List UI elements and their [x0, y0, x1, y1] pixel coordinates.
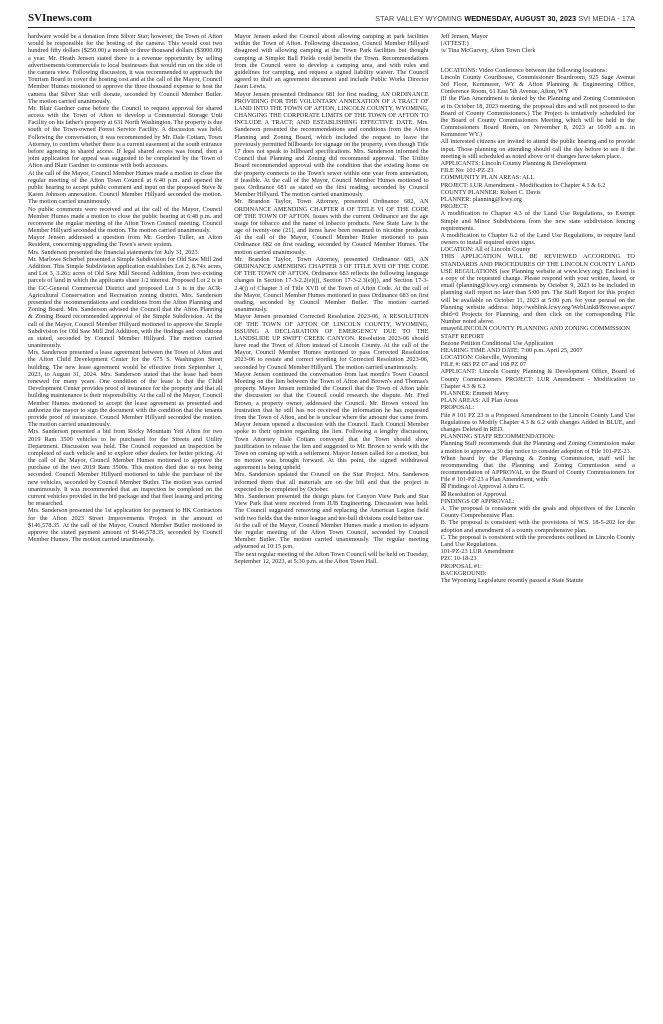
page-header	[28, 6, 635, 28]
paragraph: Mayor Jensen addressed a question from Mr. Gordon Tuller, an Afton Resident, concerning upgrading the Town's sewer system.	[28, 234, 223, 249]
paragraph: HEARING TIME AND DATE: 7:00 p.m. April 25, 2007	[440, 346, 583, 354]
paragraph: Mayor Jensen asked the Council about allowing camping at park facilities within the Town of Afton. Following discussion, Council Member Hillyard disagreed with allowing camping at the Town Park facilities but thought camping at Simplot Ball Fields could benefit the Town. Recommendations from the Council were to develop a camping area, and with rules and guidelines for camping, and request a signed liability waiver. The Council agreed to draft an agreement document and include Public Works Director Jason Lewis.	[234, 33, 429, 91]
paragraph: FILE #: 683 PZ 07 and 108 PZ 07	[440, 361, 527, 369]
paragraph: The Wyoming Legislature recently passed a State Statute	[440, 576, 584, 584]
paragraph: APPLICANTS: Lincoln County Planning & Development	[440, 160, 587, 167]
site-name: SVInews.com	[28, 12, 92, 24]
paragraph: Mr. Blair Gardner came before the Council to request approval for shared access with the Town of Afton to develop a Commercial Storage Unit Facility on his father's property at 631 North Washington. The property is due south of the Town-owned Forest Service Facility. A discussion was held. Following the conversation, it was recommended by Mr. Dale Cottam, Town Attorney, to confirm whether there is a current easement at the south entrance before agreeing to shared access. If legal shared access was found, then a joint application for appeal was suggested to be completed by the Town of Afton and Blair Gardner to continue with both accesses.	[28, 104, 223, 170]
paragraph: A modification to Chapter 4.3 of the Land Use Regulations, to Exempt Simple and Minor Subdivisions from the new state subdivision fencing requirements.	[440, 210, 635, 232]
paragraph: PZC 10-18-23	[440, 555, 477, 563]
paragraph: PLAN AREAS: All Plan Areas	[440, 397, 519, 405]
paragraph: 101-PZ-23 LUR Amendment	[440, 548, 514, 556]
header-info: STAR VALLEY WYOMING WEDNESDAY, AUGUST 30, 2023 SVI MEDIA - 17A	[375, 14, 635, 23]
paragraph: PROJECT: LUR Amendment - Modification to Chapter 4.3 & 6.2	[440, 181, 606, 189]
paragraph: (If the Plan Amendment is denied by the Planning and Zoning Commission at its October 18, 2023 meeting, the proposal dies and will not proceed to the Board of County Commissioners.) The Project is tentatively scheduled for the Board of County Commissioners Meeting, which will be held in the Commissioners Board Room, on November 8, 2023 at 10:00 a.m. in Kemmerer WY.)	[440, 95, 635, 139]
paragraph: Mrs. Sanderson presented a bid from Rocky Mountain Yeti Afton for two 2019 Ram 3500 vehicles to be purchased for the Streets and Utility Department. Discussion was held. The Council requested an inspection be completed of each vehicle and to explore other dealers for better pricing. At the call of the Mayor, Council Member Humes motioned to approve the purchase of the two 2019 Ram 3500s. This motion died due to not being seconded. Council Member Hillyard motioned to table the purchase of the new vehicles, seconded by Council Member Butler. The motion was carried unanimously. It was recommended that an inspection be completed on the current vehicles provided in the bid package and that fleet leasing and pricing be researched.	[28, 428, 223, 508]
paragraph: COMMUNITY PLAN AREAS: ALL	[440, 174, 535, 182]
paragraph: At the call of the Mayor, Council Member Humes made a motion to adjourn the regular meeting of the Afton Town Council, seconded by Council Member Butler. The motion carried unanimously. The regular meeting adjourned at 10:15 p.m.	[234, 521, 429, 551]
signature-block	[441, 33, 635, 55]
paragraph: BACKGROUND:	[440, 569, 487, 577]
article-columns	[28, 33, 635, 1018]
paragraph: Bezone Petition Conditional Use Application	[440, 339, 554, 347]
paragraph: Mr. Marlowe Scherbel presented a Simple Subdivision for Old Saw Mill 2nd Addition. This Simple Subdivision application establishes Lot 2, 8.74± acres, and Lot 3, 3.26± acres of Old Saw Mill Second Addition, from two existing parcels of land in which the applicants share 1/2 interest. Proposed Lot 2 is in the GC-General Commercial District and proposed Lot 3 is in the ACR-Agricultural Conservation and Recreation zoning district. Mrs. Sanderson presented the recommendations and conditions from the Afton Planning and Zoning Board. Mrs. Sanderson advised the Council that the Afton Planning & Zoning Board recommended approval of the Simple Subdivision. At the call of the Mayor, Council Member Hillyard motioned to approve the Simple Subdivision for Old Saw Mill 2nd Addition, with the findings and conditions as stated, seconded by Council Member Hillyard. The motion carried unanimously.	[28, 255, 223, 350]
paragraph: THIS APPLICATION WILL BE REVIEWED ACCORDING TO STANDARDS AND PROCEDURES OF THE LINCOLN COUNTY LAND USE REGULATIONS (see Planning website at www.lcwy.org). Enclosed is a copy of the requested change. Please respond with your written, faxed, or email (planning@lcwy.org) comments by October 9, 2023 to be included in planning staff report no later than 5:00 pm. The Staff Report for this project will be available on October 11, 2023 at 5:00 p.m. for your perusal on the Planning website address: http://weblink.lcwy.org/WebLink8/Browse.aspx?dbid=0 Projects for Planning, and then click on the corresponding File Number noted above.	[440, 253, 635, 326]
paragraph: ☒ Findings of Approval A thru C.	[440, 483, 526, 491]
paragraph: PROJECT:	[440, 203, 469, 211]
paragraph: hardware would be a donation from Silver Star; however, the Town of Afton would be responsible for the hosting of the camera. This would cost two hundred fifty dollars ($250.00) a month or three thousand dollars ($3000.00) a year. Mr. Heath Jensen stated there is a revenue opportunity by selling advertisements/commercials to local businesses that would run on the side of the camera view. Following discussion, it was recommended to approach the Tourism Board to cover the hosting cost and at the call of the Mayor, Council Member Humes motioned to approve the three thousand expense to host the camera that Silver Star will donate, seconded by Council Member Butler. The motion carried unanimously.	[28, 33, 223, 105]
section-name: SVI MEDIA	[578, 14, 616, 23]
paragraph: Mayor Jensen presented Corrected Resolution 2023-06, A RESOLUTION OF THE TOWN OF AFTON OF LINCOLN COUNTY, WYOMING, ISSUING A DECLARATION OF EMERGENCY DUE TO THE LANDSLIDE UP SWIFT CREEK CANYON. Resolution 2023-06 should have read the Town of Afton instead of Lincoln County. At the call of the Mayor, Council Member Humes motioned to pass Corrected Resolution 2023-06 to restate and correct wording for Corrected Resolution 2023-06, seconded by Council Member Hillyard. The motion carried unanimously.	[234, 313, 429, 371]
paragraph: Mayor Jensen presented Ordinance 681 for first reading, AN ORDINANCE PROVIDING FOR THE VOLUNTARY ANNEXATION OF A TRACT OF LAND INTO THE TOWN OF AFTON, LINCOLN COUNTY, WYOMING, CHANGING THE CORPORATE LIMITS OF THE TOWN OF AFTON TO INCLUDE A TRACT; AND ESTABLISHING EFFECTIVE DATE. Mrs. Sanderson presented the recommendations and conditions from the Afton Planning and Zoning Board, which included the request to leave the previously permitted billboards for signage on the property, even though Title 17 does not speak to billboard specifications. Mrs. Sanderson informed the Council that Planning and Zoning did recommend approval. The Utility Board recommended approval with the condition that the existing home on the property connects to the Town's sewer within one year from annexation, if feasible. At the call of the Mayor, Council Member Humes motioned to pass Ordinance 681 as stated on the first reading, seconded by Council Member Hillyard. The motion carried unanimously.	[234, 90, 429, 199]
paragraph: FILE No: 101-PZ-23	[440, 167, 494, 175]
paragraph: LOCATION: Cokeville, Wyoming	[440, 354, 528, 362]
paragraph: The next regular meeting of the Afton Town Council will be held on Tuesday, September 12, 2023, at 5:30 p.m. at the Afton Town Hall.	[234, 550, 429, 565]
paragraph: When heard by the Planning & Zoning Commission, staff will be recommending that the Planning and Zoning Commission send a recommendation of APPROVAL to the Board of County Commissioners for File # 101-PZ-23 a Plan Amendment, with:	[440, 454, 635, 484]
paragraph: PLANNER: planning@lcwy.org	[440, 195, 522, 203]
paper-name: STAR VALLEY WYOMING	[375, 14, 463, 23]
page-number: 17A	[621, 14, 635, 23]
paragraph: C. The proposal is consistent with the procedures outlined in Lincoln County Land Use Regulations.	[440, 533, 635, 548]
paragraph: (ATTEST:)	[440, 40, 469, 48]
paragraph: Mr. Brandon Taylor, Town Attorney, presented Ordinance 682, AN ORDINANCE AMENDING CHAPTER 8 OF TITLE VI OF THE CODE OF THE TOWN OF AFTON. Issues with the current Ordinance are the age usage for tobacco and the name of tobacco products. New State Law is the age of twenty-one (21), and items have been renamed to nicotine products. At the call of the Mayor, Council Member Butler motioned to pass Ordinance 682 on first reading, seconded by Council Member Humes. The motion carried unanimously.	[234, 198, 429, 256]
paragraph: Mrs. Sanderson presented a lease agreement between the Town of Afton and the Afton Child Development Center for the 675 S. Washington Street building. The new lease agreement would be effective from September 1, 2023, to August 31, 2024. Mrs. Sanderson stated that the lease had been renewed for many years. One condition of the lease is that the Child Development Center provides proof of insurance for the property and that all building maintenance is their responsibility. At the call of the Mayor, Council Member Humes motioned to accept the lease agreement as presented and authorize the mayor to sign the document with the condition that the tenants provide proof of insurance. Council Member Hillyard seconded the motion. The motion carried unanimously.	[28, 349, 223, 429]
paragraph: Mr. Brandon Taylor, Town Attorney, presented Ordinance 683, AN ORDINANCE AMENDING CHAPTER 3 OF TITLE XVII OF THE CODE OF THE TOWN OF AFTON. Ordinance 683 reflects the following language changes in Section 17-3-2.2(e)(j), Section 17-3-2.3(e)(j), and Section 17-3-2.4(j) of Chapter 3 of Title XVII of the Town of Afton Code. At the call of the Mayor, Council Member Humes motioned to pass Ordinance 683 on first reading, seconded by Council Member Butler. The motion carried unanimously.	[234, 255, 429, 314]
paragraph: LOCATION: All of Lincoln County	[440, 246, 531, 254]
paragraph: Mrs. Sanderson presented the financial statements for July 31, 2023.	[28, 248, 200, 256]
paragraph: Planning Staff recommends that the Planning and Zoning Commission make a motion to approve a 30 day notice to consider adoption of File 101-PZ-23.	[440, 440, 635, 455]
paragraph: Jeff Jensen, Mayor	[440, 33, 488, 40]
paragraph: Lincoln County Courthouse, Commissioner Boardroom, 925 Sage Avenue 3rd Floor, Kemmerer, WY & Afton Planning & Engineering Office, Conference Room, 61 East 5th Avenue, Afton, WY	[440, 73, 635, 96]
paragraph: All interested citizens are invited to attend the public hearing and to provide input. Those planning on attending should call the day before to see if the meeting is still scheduled as noted above or if changes have taken place.	[440, 138, 635, 160]
paragraph: STAFF REPORT	[440, 332, 485, 340]
paragraph: Mrs. Sanderson presented the design plans for Canyon View Park and Star View Park that were received from JUB Engineering. Discussion was held. The Council suggested removing and replacing the American Legion field with two fields that the minor league and tee-ball divisions could better use.	[234, 493, 429, 522]
paragraph: PROPOSAL #1:	[440, 562, 482, 570]
paragraph: A. The proposal is consistent with the goals and objectives of the Lincoln County Comprehensive Plan.	[440, 505, 635, 520]
column-2	[234, 33, 428, 1018]
paragraph: At the call of the Mayor, Council Member Humes made a motion to close the regular meeting of the Afton Town Council at 6:40 p.m. and opened the public hearing to accept public comment and input on the proposed Steve & Karen Johnson annexation. Council Member Hillyard seconded the motion. The motion carried unanimously.	[28, 169, 223, 206]
paragraph: LOCATIONS: Video Conference between the following locations:	[440, 66, 608, 74]
paragraph: Mrs. Sanderson updated the Council on the Star Project. Mrs. Sanderson informed them that all materials are on the hill and that the project is expected to be completed by October.	[234, 471, 429, 493]
paragraph: PLANNER: Emmett Mavy	[440, 390, 509, 397]
paragraph: Mrs. Sanderson presented the 1st application for payment to HK Contractors for the Afton 2023 Street Improvements Project in the amount of $146,578.35. At the call of the Mayor, Council Member Butler motioned to approve the stated payment amount of $146,578.35, seconded by Council Member Humes. The motion carried unanimously.	[28, 507, 223, 544]
paragraph: PLANNING STAFF RECOMMENDATION:	[440, 433, 556, 441]
paragraph: File # 101 PZ 23 is a Proposed Amendment to the Lincoln County Land Use Regulations to Modify Chapter 4.3 & 6.2 with changes Added in BLUE, and changes Deleted in RED.	[440, 411, 635, 433]
notice-body	[441, 67, 635, 585]
paragraph: FINDINGS OF APPROVAL:	[440, 497, 515, 505]
paragraph: APPLICANT: Lincoln County Planning & Development Office, Board of County Commissioners PROJECT: LUR Amendment - Modification to Chapter 4.3 & 6.2	[440, 368, 635, 390]
paragraph: COUNTY PLANNER: Robert C. Davis	[440, 188, 541, 196]
paragraph: PROPOSAL:	[440, 404, 475, 412]
paragraph: A modification to Chapter 6.2 of the Land Use Regulations, to require land owners to install required street signs.	[440, 231, 635, 247]
column-3	[441, 33, 635, 1018]
paragraph: ☒ Resolution of Approval	[440, 490, 507, 498]
paragraph: Mayor Jensen continued the conversation from last month's Town Council Meeting on the lien between the Town of Afton and Brown's and Thomas's property. Mayor Jensen reminded the Council that the Town of Afton table the discussion so that the Council could research the dispute. Mr. Fred Brown, a property owner, addressed the Council. Mr. Brown voiced his frustration that he still has not received the information he has requested from the Town of Afton, and he is unclear where the amount due came from. Mayor Jensen opened a discussion with the Council. Each Council Member spoke to their opinion regarding the lien. Following a lengthy discussion, Town Attorney Dale Cottam conveyed that the Town should show justification to release the lien and suggested to Mr. Brown to work with the Town on coming up with a settlement. Mayor Jensen called for a motion, but no motion was brought forward. At this point, the signed withdrawal agreement is being upheld.	[234, 370, 429, 472]
paragraph: emaye6LINCOLN COUNTY PLANNING AND ZONING COMMISSION	[440, 325, 631, 333]
column-1	[28, 33, 222, 1018]
paragraph: B. The proposal is consistent with the provisions of W.S. 18-5-202 for the adoption and amendment of a county comprehensive plan.	[440, 519, 635, 534]
paragraph: No public comments were received and at the call of the Mayor, Council Member Humes made a motion to close the public hearing at 6:48 p.m. and reconvene the regular meeting of the Afton Town Council meeting. Council Member Hillyard seconded the motion. The motion carried unanimously.	[28, 205, 223, 235]
paragraph: /s/ Tina McGarvey, Afton Town Clerk	[440, 47, 536, 55]
issue-date: WEDNESDAY, AUGUST 30, 2023	[464, 14, 577, 23]
